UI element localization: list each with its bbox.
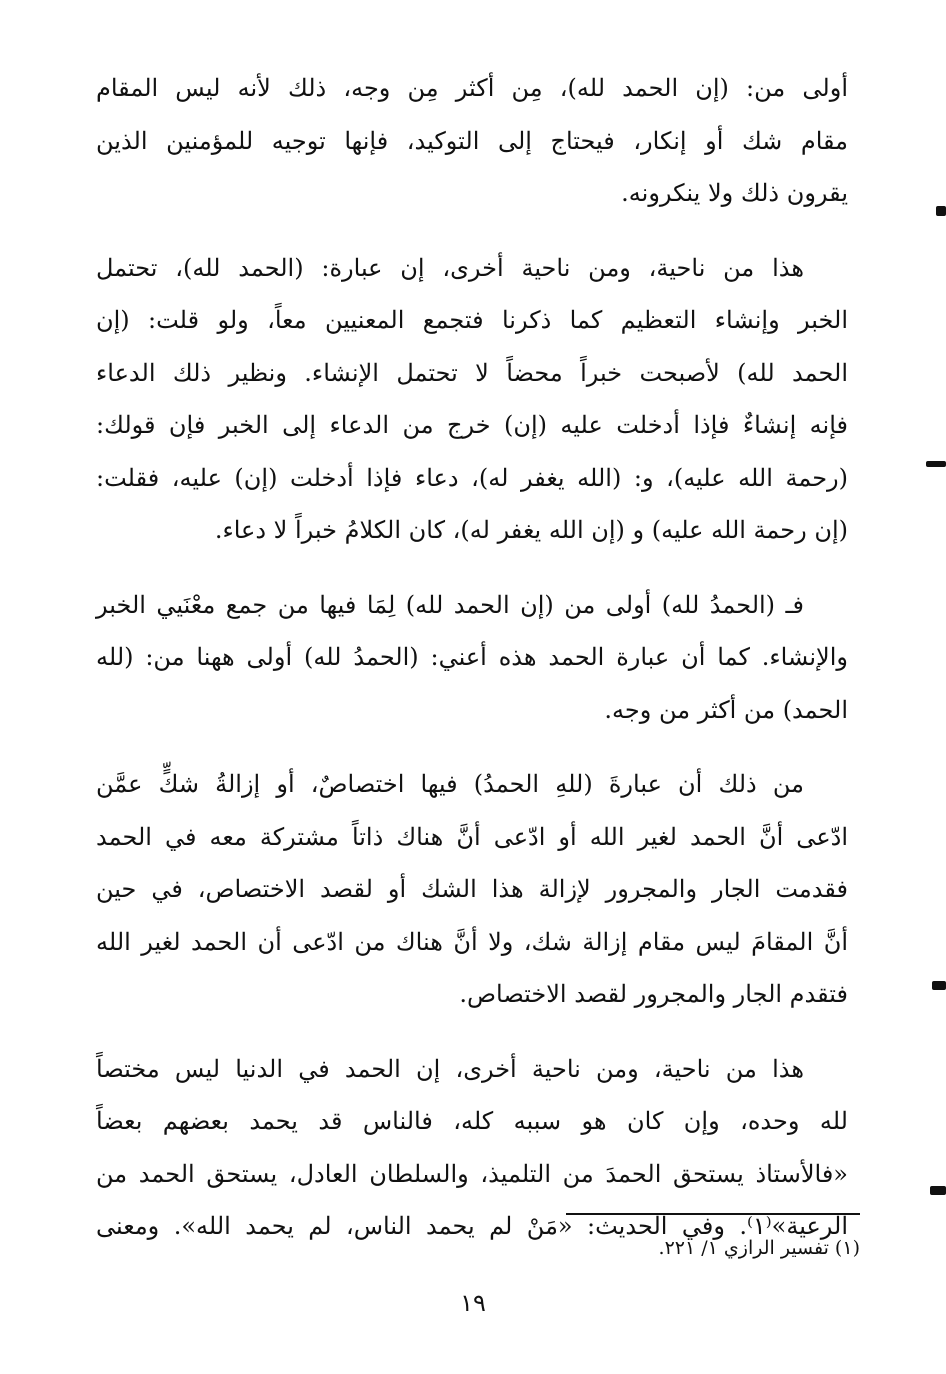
text-line: فإنه إنشاءٌ فإذا أدخلت عليه (إن) خرج من الدعاء إلى الخبر فإن قولك: (96, 411, 848, 439)
text-line: يقرون ذلك ولا ينكرونه. (621, 179, 848, 207)
text-line: فتقدم الجار والمجرور لقصد الاختصاص. (459, 980, 848, 1008)
text-line: الحمد) من أكثر من وجه. (604, 695, 848, 724)
page-body (96, 62, 848, 1275)
paragraph-1 (96, 62, 848, 220)
scan-edge-mark (930, 1186, 946, 1195)
paragraph-5 (96, 1043, 848, 1253)
scan-edge-mark (926, 461, 946, 467)
text-line: من ذلك أن عبارةَ (للهِ الحمدُ) فيها اختصاصٌ، أو إزالةُ شكٍّ عمَّن (96, 770, 804, 798)
scan-edge-mark (932, 981, 946, 990)
text-line: ادّعى أنَّ الحمد لغير الله أو ادّعى أنَّ هناك ذاتاً مشتركة معه في الحمد (96, 822, 848, 851)
text-line: أولى من: (إن الحمد لله)، مِن أكثر مِن وجه، ذلك لأنه ليس المقام (96, 74, 848, 102)
text-line: فـ (الحمدُ لله) أولى من (إن الحمد لله) لِمَا فيها من جمع معْنَيي الخبر (96, 590, 804, 619)
text-line: والإنشاء. كما أن عبارة الحمد هذه أعني: (الحمدُ لله) أولى ههنا من: (لله (96, 643, 848, 671)
scan-edge-mark (936, 206, 946, 216)
text-line: الحمد لله) لأصبحت خبراً محضاً لا تحتمل الإنشاء. ونظير ذلك الدعاء (96, 358, 848, 387)
paragraph-2 (96, 242, 848, 557)
text-line: (رحمة الله عليه)، و: (الله يغفر له)، دعاء فإذا أدخلت (إن) عليه، فقلت: (96, 463, 848, 492)
text-line: هذا من ناحية، ومن ناحية أخرى، إن الحمد في الدنيا ليس مختصاً (96, 1054, 804, 1083)
paragraph-4 (96, 758, 848, 1021)
paragraph-3 (96, 579, 848, 737)
text-line: هذا من ناحية، ومن ناحية أخرى، إن عبارة: (الحمد لله)، تحتمل (96, 253, 804, 282)
text-line: الخبر وإنشاء التعظيم كما ذكرنا فتجمع المعنيين معاً، ولو قلت: (إن (96, 306, 848, 334)
text-line: مقام شك أو إنكار، فيحتاج إلى التوكيد، فإنها توجيه للمؤمنين الذين (96, 126, 848, 155)
text-line: الرعية»⁽١⁾. وفي الحديث: «مَنْ لم يحمد الناس، لم يحمد الله». ومعنى (96, 1212, 848, 1240)
page-number: ١٩ (460, 1289, 486, 1317)
text-line: فقدمت الجار والمجرور لإزالة هذا الشك أو لقصد الاختصاص، في حين (96, 875, 848, 903)
footnote: (١) تفسير الرازي ١/ ٢٢١. (658, 1237, 860, 1259)
text-line: (إن رحمة الله عليه) و (إن الله يغفر له)، كان الكلامُ خبراً لا دعاء. (214, 516, 848, 544)
footnote-divider (566, 1213, 860, 1215)
text-line: أنَّ المقامَ ليس مقام إزالة شك، ولا أنَّ هناك من ادّعى أن الحمد لغير الله (96, 927, 848, 956)
text-line: «فالأستاذ يستحق الحمدَ من التلميذ، والسلطان العادل، يستحق الحمد من (96, 1159, 848, 1188)
text-line: لله وحده، وإن كان هو سببه كله، فالناس قد يحمد بعضهم بعضاً (96, 1107, 848, 1135)
